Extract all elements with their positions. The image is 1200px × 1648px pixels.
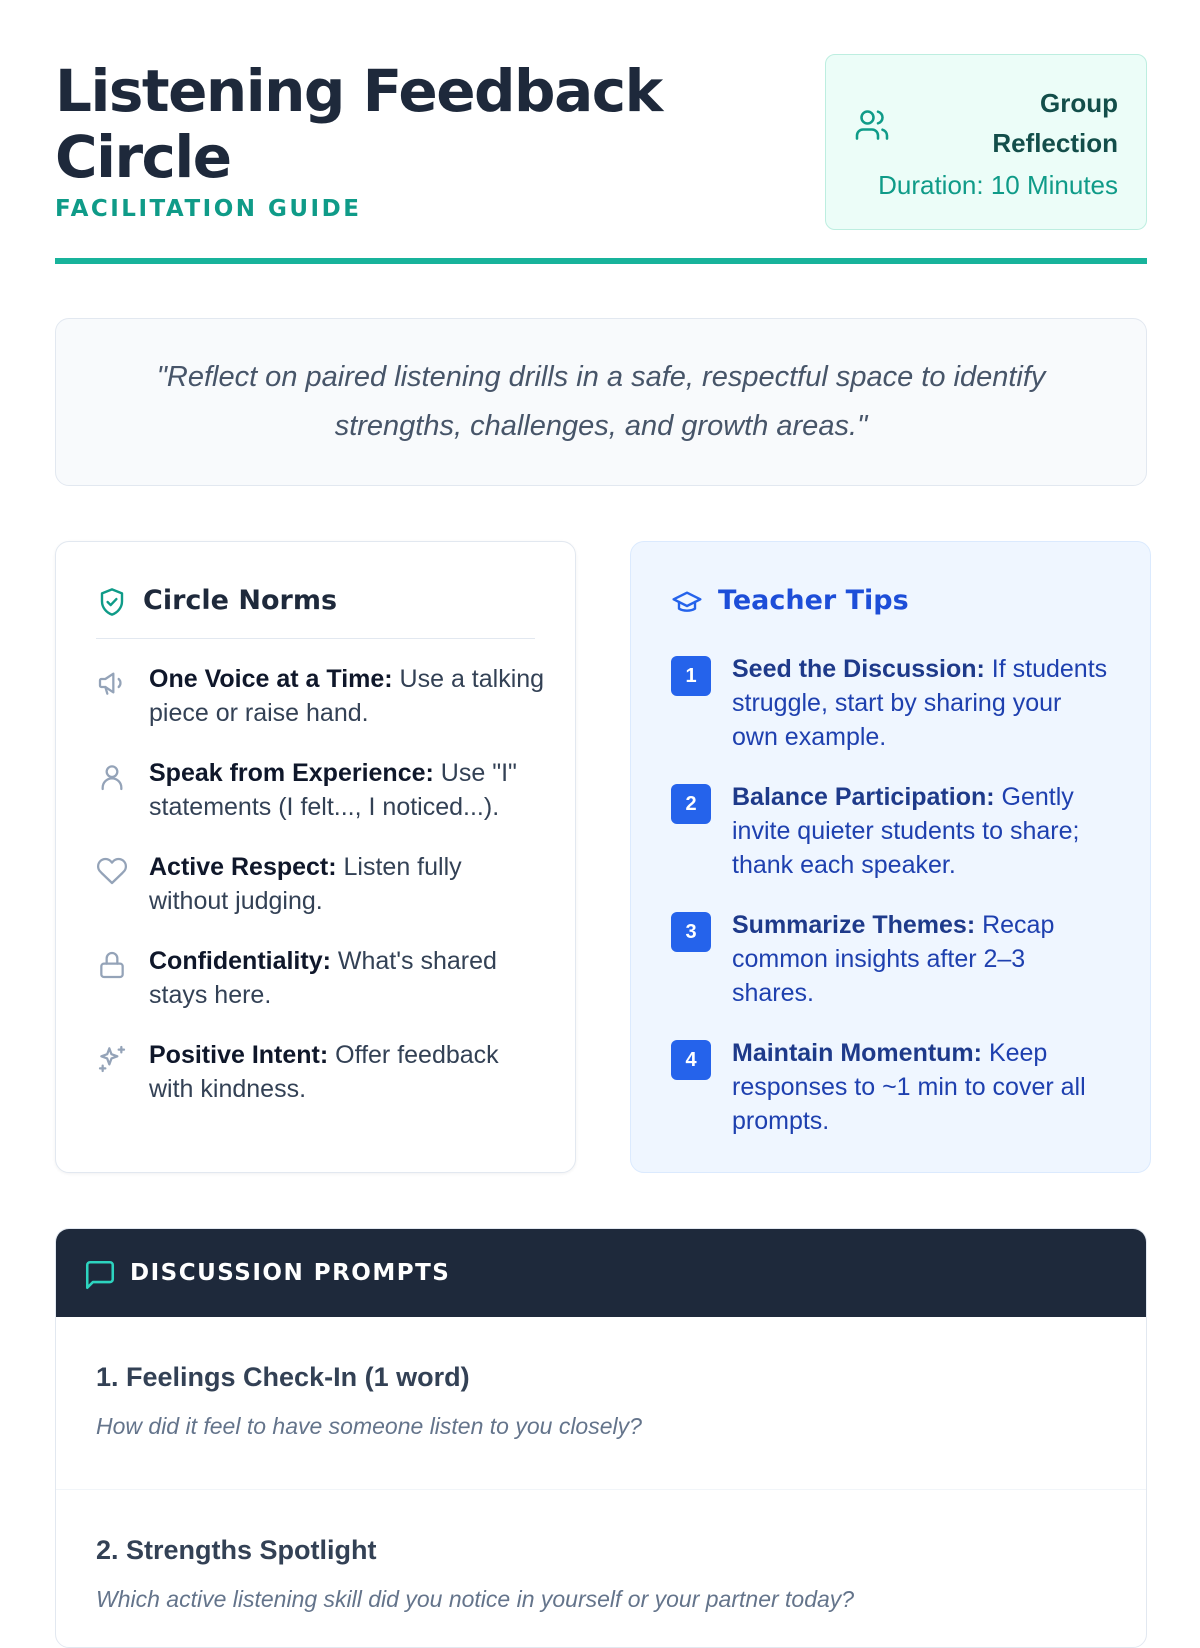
users-icon [854, 107, 890, 143]
norm-text: Listen fully without judging. [149, 853, 462, 915]
prompt-item [56, 1317, 1146, 1490]
graduation-cap-icon [671, 586, 703, 618]
prompt-question: How did it feel to have someone listen to you closely? [96, 1413, 642, 1439]
list-item [96, 756, 545, 824]
page-title: Listening Feedback Circle [55, 57, 662, 191]
circle-norms-card [55, 541, 576, 1173]
list-item [96, 850, 545, 918]
person-icon [96, 761, 128, 793]
tip-label: Summarize Themes: [732, 911, 976, 939]
sparkles-icon [96, 1043, 128, 1075]
session-badge [825, 54, 1147, 230]
norm-label: Active Respect: [149, 853, 337, 881]
norms-list [96, 662, 545, 1132]
tip-label: Seed the Discussion: [732, 655, 985, 683]
step-number-badge: 2 [671, 784, 711, 824]
teacher-tips-header [671, 578, 1110, 630]
circle-norms-title: Circle Norms [143, 585, 338, 616]
tips-list [671, 652, 1110, 1164]
badge-duration: Duration: 10 Minutes [878, 170, 1118, 200]
quote-text: "Reflect on paired listening drills in a safe, respectful space to identify strengths, challenges, and growth areas." [156, 361, 1046, 442]
badge-label: Group Reflection [992, 88, 1118, 158]
norm-label: Confidentiality: [149, 947, 331, 975]
message-square-icon [83, 1258, 117, 1292]
list-item [96, 944, 545, 1012]
shield-check-icon [96, 586, 128, 618]
prompt-question: Which active listening skill did you notice in yourself or your partner today? [96, 1586, 855, 1612]
tip-label: Balance Participation: [732, 783, 995, 811]
page [55, 0, 1147, 1612]
tip-text: If students struggle, start by sharing your own example. [732, 655, 1108, 751]
prompt-title: 2. Strengths Spotlight [96, 1535, 377, 1565]
discussion-prompts-header [56, 1229, 1146, 1317]
step-number-badge: 1 [671, 656, 711, 696]
list-item [96, 1038, 545, 1106]
teacher-tips-card [630, 541, 1151, 1173]
norm-label: Speak from Experience: [149, 759, 434, 787]
list-item [671, 780, 1110, 882]
teacher-tips-title: Teacher Tips [718, 585, 909, 616]
tip-text: Gently invite quieter students to share; thank each speaker. [732, 783, 1080, 879]
list-item [671, 1036, 1110, 1138]
lock-icon [96, 949, 128, 981]
tip-label: Maintain Momentum: [732, 1039, 982, 1067]
step-number-badge: 3 [671, 912, 711, 952]
norm-text: Use "I" statements (I felt..., I noticed...). [149, 759, 517, 821]
norm-text: What's shared stays here. [149, 947, 497, 1009]
list-item [671, 652, 1110, 754]
discussion-prompts-card [55, 1228, 1147, 1648]
header [55, 0, 1147, 265]
norm-label: One Voice at a Time: [149, 665, 393, 693]
list-item [96, 662, 545, 730]
discussion-prompts-title: DISCUSSION PROMPTS [130, 1260, 451, 1286]
norm-text: Use a talking piece or raise hand. [149, 665, 545, 727]
list-item [671, 908, 1110, 1010]
step-number-badge: 4 [671, 1040, 711, 1080]
heart-icon [96, 855, 128, 887]
tip-text: Keep responses to ~1 min to cover all prompts. [732, 1039, 1086, 1135]
circle-norms-header [96, 578, 535, 639]
megaphone-icon [96, 667, 128, 699]
norm-label: Positive Intent: [149, 1041, 329, 1069]
header-divider [55, 258, 1147, 264]
prompt-item [56, 1490, 1146, 1648]
purpose-quote [55, 318, 1147, 486]
prompt-title: 1. Feelings Check-In (1 word) [96, 1362, 470, 1392]
tip-text: Recap common insights after 2–3 shares. [732, 911, 1055, 1007]
norm-text: Offer feedback with kindness. [149, 1041, 499, 1103]
page-subtitle: FACILITATION GUIDE [55, 196, 362, 222]
